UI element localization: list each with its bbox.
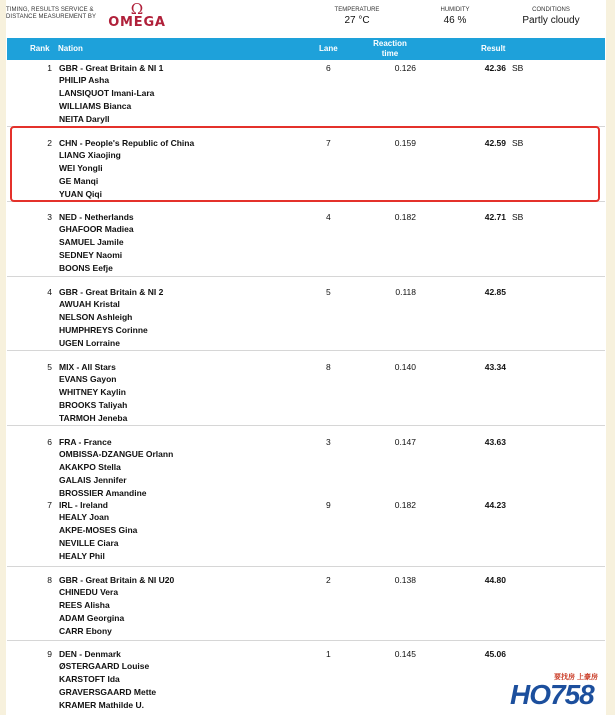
team-result: 44.80 [484, 575, 506, 585]
athlete-name: KARSTOFT Ida [59, 674, 120, 684]
athlete-name: YUAN Qiqi [59, 189, 102, 199]
team-lane: 3 [326, 437, 331, 447]
athlete-name: CARR Ebony [59, 626, 112, 636]
column-rank: Rank [30, 44, 50, 53]
conditions-label: CONDITIONS [532, 7, 570, 13]
timing-credit-line-2: DISTANCE MEASUREMENT BY [6, 14, 97, 20]
humidity-block [430, 6, 480, 28]
athlete-name: AKAKPO Stella [59, 462, 121, 472]
column-lane: Lane [319, 44, 338, 53]
team-athletes [59, 223, 134, 275]
team-athletes [59, 373, 127, 425]
team-result: 45.06 [484, 649, 506, 659]
row-divider [7, 350, 605, 351]
team-result: 42.59 [484, 138, 506, 148]
team-reaction-time: 0.182 [394, 212, 416, 222]
row-divider [7, 640, 605, 641]
team-rank: 6 [47, 437, 52, 447]
column-reaction-time [363, 39, 417, 59]
athlete-name: BROOKS Taliyah [59, 400, 128, 410]
team-rank: 9 [47, 649, 52, 659]
team-lane: 8 [326, 362, 331, 372]
athlete-name: CHINEDU Vera [59, 587, 119, 597]
team-athletes [59, 511, 137, 563]
watermark [502, 669, 615, 715]
team-nation: FRA - France [59, 437, 112, 447]
omega-wordmark: OMEGA [108, 15, 166, 30]
athlete-name: UGEN Lorraine [59, 338, 120, 348]
team-result: 42.85 [484, 287, 506, 297]
athlete-name: GRAVERSGAARD Mette [59, 687, 157, 697]
team-reaction-time: 0.138 [394, 575, 416, 585]
athlete-name: HEALY Joan [59, 512, 110, 522]
highlight-box-china [10, 126, 600, 202]
column-reaction-line-2: time [381, 49, 399, 58]
team-lane: 1 [326, 649, 331, 659]
athlete-name: SAMUEL Jamile [59, 237, 124, 247]
athlete-name: ØSTERGAARD Louise [59, 661, 150, 671]
team-nation: MIX - All Stars [59, 362, 116, 372]
athlete-name: NELSON Ashleigh [59, 312, 133, 322]
team-athletes [59, 586, 124, 638]
athlete-name: OMBISSA-DZANGUE Orlann [59, 449, 174, 459]
athlete-name: PHILIP Asha [59, 75, 110, 85]
team-athletes [59, 74, 154, 126]
team-lane: 9 [326, 500, 331, 510]
athlete-name: AKPE-MOSES Gina [59, 525, 138, 535]
team-nation: GBR - Great Britain & NI 2 [59, 287, 164, 297]
team-rank: 1 [47, 63, 52, 73]
athlete-name: LIANG Xiaojing [59, 150, 121, 160]
team-reaction-time: 0.182 [394, 500, 416, 510]
team-result: 43.34 [484, 362, 506, 372]
temperature-value: 27 °C [344, 15, 370, 26]
athlete-name: GALAIS Jennifer [59, 475, 127, 485]
column-nation: Nation [58, 44, 83, 53]
team-reaction-time: 0.147 [394, 437, 416, 447]
omega-logo [104, 2, 170, 30]
athlete-name: EVANS Gayon [59, 374, 117, 384]
humidity-label: HUMIDITY [440, 7, 470, 13]
team-reaction-time: 0.159 [394, 138, 416, 148]
team-athletes [59, 298, 148, 350]
team-nation: IRL - Ireland [59, 500, 108, 510]
athlete-name: AWUAH Kristal [59, 299, 120, 309]
athlete-name: KRAMER Mathilde U. [59, 700, 144, 710]
athlete-name: WHITNEY Kaylin [59, 387, 126, 397]
team-nation: GBR - Great Britain & NI U20 [59, 575, 175, 585]
team-rank: 7 [47, 500, 52, 510]
temperature-block [322, 6, 392, 28]
humidity-value: 46 % [443, 15, 467, 26]
conditions-block [514, 6, 588, 28]
row-divider [7, 425, 605, 426]
results-sheet [6, 0, 606, 715]
team-result: 44.23 [484, 500, 506, 510]
team-result: 42.36 [484, 63, 506, 73]
team-lane: 2 [326, 575, 331, 585]
team-lane: 6 [326, 63, 331, 73]
athlete-name: GHAFOOR Madiea [59, 224, 134, 234]
athlete-name: HEALY Phil [59, 551, 105, 561]
athlete-name: BROSSIER Amandine [59, 488, 147, 498]
athlete-name: BOONS Eefje [59, 263, 113, 273]
team-athletes [59, 448, 173, 500]
team-result: 42.71 [484, 212, 506, 222]
column-reaction-line-1: Reaction [373, 39, 407, 48]
team-nation: NED - Netherlands [59, 212, 134, 222]
team-rank: 3 [47, 212, 52, 222]
athlete-name: WILLIAMS Bianca [59, 101, 132, 111]
timing-credit [6, 7, 96, 21]
athlete-name: NEITA Daryll [59, 114, 110, 124]
row-divider [7, 276, 605, 277]
omega-icon: Ω [130, 0, 144, 18]
results-column-header [7, 38, 605, 60]
team-reaction-time: 0.118 [395, 287, 416, 297]
athlete-name: TARMOH Jeneba [59, 413, 128, 423]
team-reaction-time: 0.126 [394, 63, 416, 73]
team-rank: 2 [47, 138, 52, 148]
team-lane: 7 [326, 138, 331, 148]
athlete-name: HUMPHREYS Corinne [59, 325, 148, 335]
timing-credit-line-1: TIMING, RESULTS SERVICE & [6, 7, 94, 13]
athlete-name: NEVILLE Ciara [59, 538, 119, 548]
athlete-name: WEI Yongli [59, 163, 103, 173]
athlete-name: LANSIQUOT Imani-Lara [59, 88, 155, 98]
temperature-label: TEMPERATURE [334, 7, 380, 13]
team-record-note: SB [512, 212, 524, 222]
watermark-logo: HO758 [510, 679, 594, 710]
watermark-tagline: 要找房 上豪房 [554, 674, 598, 681]
results-topbar [6, 0, 606, 38]
team-rank: 8 [47, 575, 52, 585]
athlete-name: ADAM Georgina [59, 613, 125, 623]
column-result: Result [481, 44, 506, 53]
team-rank: 5 [47, 362, 52, 372]
team-nation: CHN - People's Republic of China [59, 138, 195, 148]
team-result: 43.63 [484, 437, 506, 447]
team-nation: DEN - Denmark [59, 649, 121, 659]
team-lane: 4 [326, 212, 331, 222]
team-nation: GBR - Great Britain & NI 1 [59, 63, 164, 73]
team-record-note: SB [512, 138, 524, 148]
team-record-note: SB [512, 63, 524, 73]
team-athletes [59, 660, 156, 712]
team-reaction-time: 0.140 [394, 362, 416, 372]
row-divider [7, 566, 605, 567]
athlete-name: GE Manqi [59, 176, 99, 186]
team-reaction-time: 0.145 [394, 649, 416, 659]
conditions-value: Partly cloudy [522, 15, 580, 26]
athlete-name: REES Alisha [59, 600, 110, 610]
team-rank: 4 [47, 287, 52, 297]
athlete-name: SEDNEY Naomi [59, 250, 123, 260]
team-lane: 5 [326, 287, 331, 297]
